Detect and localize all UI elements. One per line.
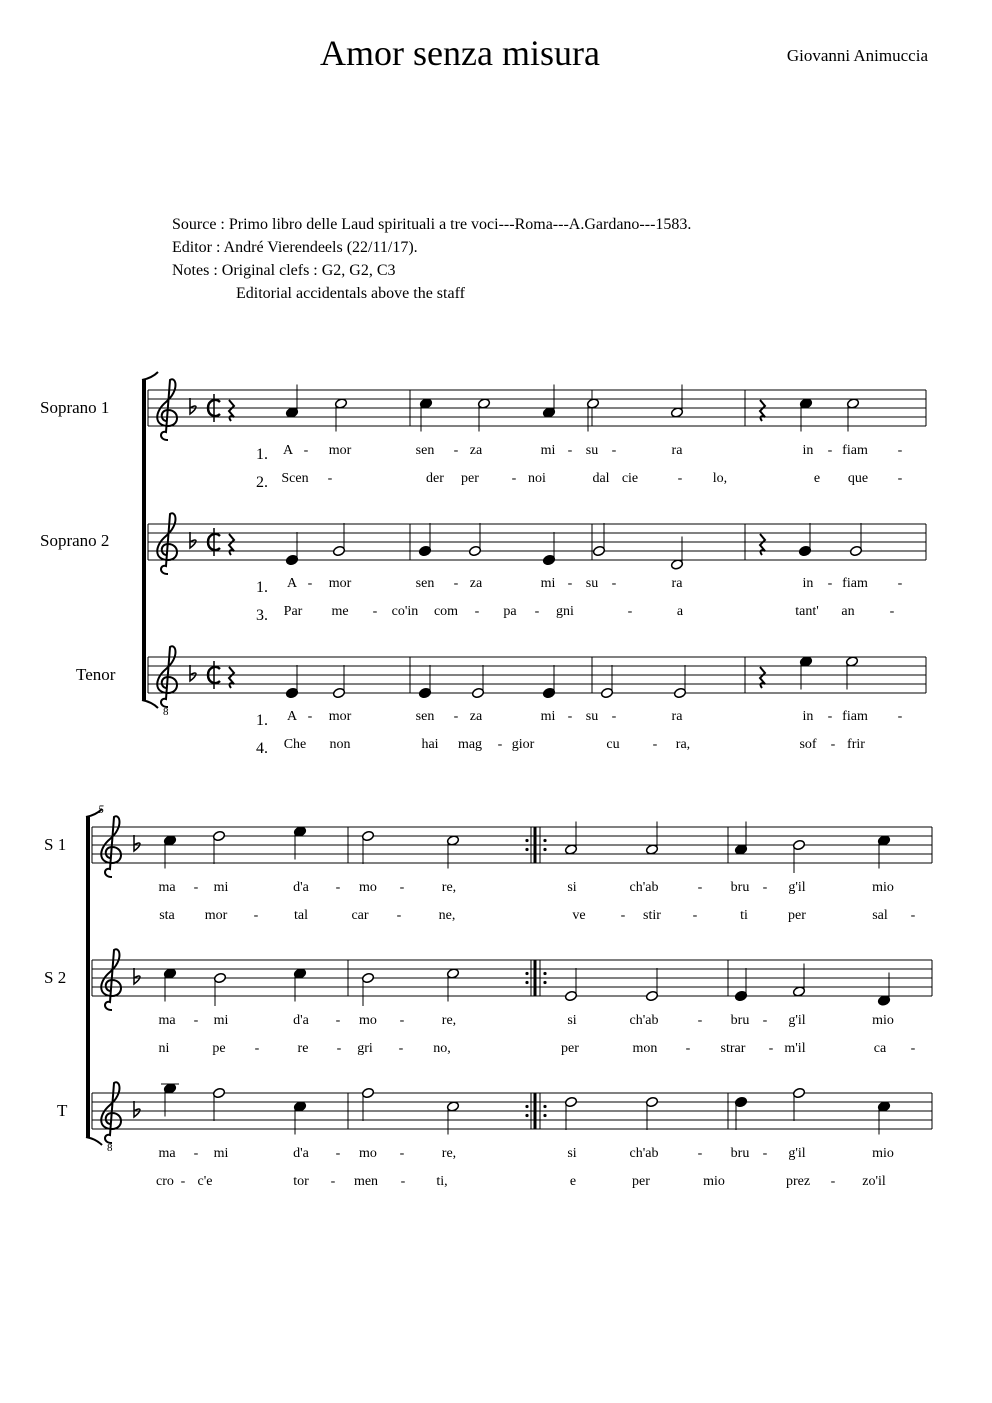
lyric-syllable: A [282,443,294,458]
lyric-syllable: - [827,709,833,724]
lyric-syllable: men [353,1174,379,1189]
lyric-syllable: su [585,576,599,591]
clef-octave-mark: 8 [163,706,169,718]
lyric-syllable: gior [511,737,535,752]
bracket-bottom-hook [142,700,158,708]
lyric-syllable: - [400,1174,406,1189]
lyric-syllable: tant' [795,604,819,619]
lyric-syllable: der [426,471,444,486]
lyric-syllable: tor [293,1174,309,1189]
lyric-syllable: strar [720,1041,746,1056]
lyric-syllable: e [813,471,821,486]
lyric-syllable: stir [643,908,661,923]
lyric-syllable: an [841,604,855,619]
lyric-syllable: mag [457,737,483,752]
lyric-syllable: - [897,709,903,724]
lyric-syllable: mio [703,1174,725,1189]
lyric-syllable: - [254,1041,260,1056]
lyric-syllable: - [762,880,768,895]
lyric-syllable: fiam [842,576,868,591]
lyric-syllable: ra [671,576,683,591]
lyric-syllable: ti [740,908,748,923]
repeat-dot [543,848,546,851]
part-name-tenor: Tenor [76,665,116,684]
lyric-syllable: tal [294,908,308,923]
source-line: Source : Primo libro delle Laud spirituali a tre voci---Roma---A.Gardano---1583. [172,216,692,233]
lyric-syllable: hai [421,737,439,752]
lyric-syllable: - [453,576,459,591]
lyric-syllable: no, [433,1041,451,1056]
treble-clef-icon [157,379,177,440]
notes-line: Notes : Original clefs : G2, G2, C3 [172,262,396,279]
lyric-syllable: - [897,443,903,458]
lyric-syllable: Che [283,737,307,752]
lyric-syllable: - [253,908,259,923]
lyric-syllable: cu [606,737,620,752]
lyric-syllable: a [676,604,684,619]
lyric-syllable: - [399,880,405,895]
lyric-syllable: fiam [842,443,868,458]
lyric-syllable: su [585,443,599,458]
lyric-syllable: mi [213,1013,229,1028]
repeat-dot [543,972,546,975]
lyric-syllable: ch'ab [629,1013,659,1028]
lyric-syllable: cie [621,471,639,486]
lyric-syllable: co'in [391,604,419,619]
lyric-syllable: mio [872,1013,894,1028]
lyric-syllable: g'il [788,880,806,895]
repeat-dot [525,1114,528,1117]
lyric-syllable: sen [415,443,435,458]
lyric-syllable: ch'ab [629,1146,659,1161]
clef-octave-mark: 8 [107,1142,113,1154]
part-name-soprano-2: Soprano 2 [40,531,110,550]
lyric-syllable: per [461,471,479,486]
repeat-dot [543,981,546,984]
lyric-syllable: d'a [293,1146,309,1161]
part-name-s1: S 1 [44,835,67,854]
lyric-syllable: - [762,1146,768,1161]
lyric-syllable: ra [671,443,683,458]
lyric-syllable: g'il [788,1146,806,1161]
lyric-syllable: sen [415,709,435,724]
lyric-syllable: - [611,443,617,458]
quarter-rest-icon [760,667,765,688]
lyric-syllable: fiam [842,709,868,724]
lyric-syllable: - [762,1013,768,1028]
flat-key-signature-icon [190,398,196,414]
lyric-syllable: Scen [281,471,309,486]
repeat-dot [543,839,546,842]
lyric-syllable: c'e [197,1174,213,1189]
lyric-syllable: prez [785,1174,811,1189]
lyric-syllable: - [910,1041,916,1056]
repeat-dot [525,981,528,984]
lyric-syllable: A [286,709,298,724]
lyric-syllable: - [180,1174,186,1189]
treble-clef-icon [101,949,121,1010]
lyric-syllable: mor [328,576,352,591]
lyric-syllable: ma [158,1146,176,1161]
piece-title: Amor senza misura [320,33,600,73]
lyric-syllable: - [307,709,313,724]
lyric-syllable: car [351,908,369,923]
lyric-syllable: ve [572,908,586,923]
lyric-syllable: - [889,604,895,619]
lyric-syllable: mio [872,880,894,895]
lyric-syllable: - [307,576,313,591]
lyric-syllable: bru [730,1013,750,1028]
lyric-syllable: cro [156,1174,174,1189]
flat-key-signature-icon [134,835,140,851]
notes-line-2: Editorial accidentals above the staff [236,285,465,302]
lyric-syllable: noi [528,471,546,486]
lyric-syllable: - [399,1146,405,1161]
lyric-syllable: d'a [293,1013,309,1028]
lyric-syllable: - [511,471,517,486]
lyric-syllable: - [830,737,836,752]
lyric-syllable: - [827,443,833,458]
lyric-syllable: - [193,880,199,895]
lyric-syllable: g'il [788,1013,806,1028]
flat-key-signature-icon [190,532,196,548]
lyric-syllable: lo, [712,471,728,486]
lyric-syllable: sof [799,737,817,752]
lyric-syllable: in [802,576,814,591]
lyric-syllable: ra, [675,737,691,752]
lyric-syllable: - [677,471,683,486]
lyric-syllable: - [567,709,573,724]
lyric-syllable: zo'il [862,1174,886,1189]
lyric-syllable: - [372,604,378,619]
verse-number: 1. [256,579,268,596]
lyric-syllable: m'il [784,1041,806,1056]
lyric-syllable: gni [556,604,574,619]
lyric-syllable: - [567,576,573,591]
lyric-syllable: A [286,576,298,591]
editor-line: Editor : André Vierendeels (22/11/17). [172,239,418,256]
lyric-syllable: su [585,709,599,724]
lyric-syllable: per [561,1041,579,1056]
lyric-syllable: gri [357,1041,373,1056]
verse-number: 1. [256,712,268,729]
repeat-dot [543,1114,546,1117]
treble-clef-icon [157,513,177,574]
lyric-syllable: - [830,1174,836,1189]
lyric-syllable: ne, [438,908,456,923]
lyric-syllable: ra [671,709,683,724]
quarter-rest-icon [760,534,765,555]
lyric-syllable: sen [415,576,435,591]
lyric-syllable: - [335,1013,341,1028]
lyric-syllable: ca [873,1041,887,1056]
lyric-syllable: - [611,576,617,591]
lyric-syllable: mon [632,1041,658,1056]
bracket-bottom-hook [86,1137,102,1145]
lyric-syllable: pa [503,604,517,619]
lyric-syllable: - [474,604,480,619]
flat-key-signature-icon [190,665,196,681]
lyric-syllable: - [453,443,459,458]
lyric-syllable: ch'ab [629,880,659,895]
lyric-syllable: me [331,604,349,619]
flat-key-signature-icon [134,968,140,984]
lyric-syllable: com [433,604,459,619]
lyric-syllable: za [469,576,483,591]
lyric-syllable: in [802,443,814,458]
lyric-syllable: non [329,737,351,752]
quarter-rest-icon [229,400,234,421]
lyric-syllable: - [335,1146,341,1161]
lyric-syllable: pe [212,1041,226,1056]
lyric-syllable: ma [158,880,176,895]
lyric-syllable: re, [441,1146,457,1161]
lyric-syllable: bru [730,1146,750,1161]
lyric-syllable: - [697,1146,703,1161]
lyric-syllable: sta [159,908,175,923]
lyric-syllable: mi [540,443,556,458]
verse-number: 2. [256,474,268,491]
lyric-syllable: re, [441,880,457,895]
lyric-syllable: mor [328,709,352,724]
verse-number: 4. [256,740,268,757]
lyric-syllable: mi [540,709,556,724]
lyric-syllable: per [788,908,806,923]
flat-key-signature-icon [134,1101,140,1117]
composer-name: Giovanni Animuccia [786,46,928,65]
bracket-top-hook [142,372,158,380]
lyric-syllable: - [193,1013,199,1028]
treble-clef-icon [101,816,121,877]
lyric-syllable: - [303,443,309,458]
lyric-syllable: - [897,471,903,486]
lyric-syllable: si [567,1013,577,1028]
verse-number: 1. [256,446,268,463]
verse-number: 3. [256,607,268,624]
lyric-syllable: que [847,471,869,486]
lyric-syllable: si [567,880,577,895]
part-name-t: T [57,1101,68,1120]
lyric-syllable: sal [872,908,888,923]
lyric-syllable: - [697,880,703,895]
lyric-syllable: mo [359,880,377,895]
lyric-syllable: - [627,604,633,619]
treble-clef-icon [101,1082,121,1143]
lyric-syllable: - [910,908,916,923]
lyric-syllable: e [569,1174,577,1189]
repeat-dot [525,839,528,842]
lyric-syllable: - [497,737,503,752]
lyric-syllable: - [827,576,833,591]
lyric-syllable: mor [204,908,228,923]
lyric-syllable: mi [540,576,556,591]
lyric-syllable: ti, [436,1174,448,1189]
measure-number: 5 [98,802,104,816]
lyric-syllable: - [327,471,333,486]
lyric-syllable: mor [328,443,352,458]
lyric-syllable: - [330,1174,336,1189]
lyric-syllable: mio [872,1146,894,1161]
lyric-syllable: - [396,908,402,923]
lyric-syllable: bru [730,880,750,895]
lyric-syllable: - [193,1146,199,1161]
lyric-syllable: Par [283,604,303,619]
lyric-syllable: - [692,908,698,923]
repeat-dot [525,848,528,851]
lyric-syllable: - [398,1041,404,1056]
lyric-syllable: ma [158,1013,176,1028]
lyric-syllable: - [768,1041,774,1056]
quarter-rest-icon [760,400,765,421]
lyric-syllable: - [697,1013,703,1028]
part-name-s2: S 2 [44,968,67,987]
lyric-syllable: - [534,604,540,619]
lyric-syllable: - [652,737,658,752]
lyric-syllable: - [620,908,626,923]
lyric-syllable: per [632,1174,650,1189]
lyric-syllable: si [567,1146,577,1161]
lyric-syllable: - [897,576,903,591]
lyric-syllable: dal [592,471,610,486]
repeat-dot [525,1105,528,1108]
lyric-syllable: - [611,709,617,724]
lyric-syllable: - [453,709,459,724]
lyric-syllable: za [469,709,483,724]
quarter-rest-icon [229,534,234,555]
lyric-syllable: za [469,443,483,458]
lyric-syllable: re [297,1041,309,1056]
lyric-syllable: - [399,1013,405,1028]
repeat-dot [543,1105,546,1108]
lyric-syllable: in [802,709,814,724]
lyric-syllable: mo [359,1013,377,1028]
repeat-dot [525,972,528,975]
lyric-syllable: ni [158,1041,170,1056]
lyric-syllable: frir [847,737,865,752]
lyric-syllable: - [685,1041,691,1056]
lyric-syllable: d'a [293,880,309,895]
lyric-syllable: - [335,880,341,895]
lyric-syllable: re, [441,1013,457,1028]
quarter-rest-icon [229,667,234,688]
lyric-syllable: mi [213,1146,229,1161]
lyric-syllable: - [567,443,573,458]
part-name-soprano-1: Soprano 1 [40,398,110,417]
lyric-syllable: mo [359,1146,377,1161]
lyric-syllable: - [336,1041,342,1056]
treble-clef-icon [157,646,177,707]
lyric-syllable: mi [213,880,229,895]
